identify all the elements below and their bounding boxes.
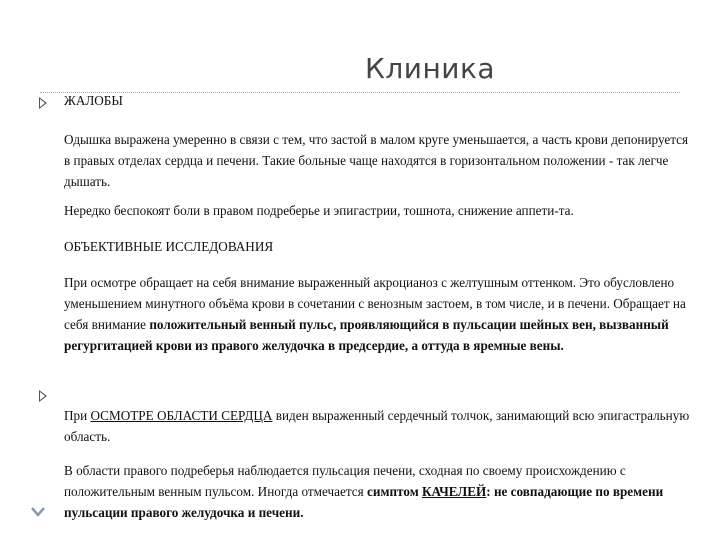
triangle-bullet-icon bbox=[40, 98, 47, 108]
heart-area-underlined: ОСМОТРЕ ОБЛАСТИ СЕРДЦА bbox=[90, 408, 273, 423]
exam-heading: ОБЪЕКТИВНЫЕ ИССЛЕДОВАНИЯ bbox=[64, 239, 274, 254]
paragraph-pain: Нередко беспокоят боли в правом подреберье и эпигастрии, тошнота, снижение аппети-та. bbox=[64, 203, 574, 218]
swing-description: : не совпадающие по времени пульсации правого желудочка и печени. bbox=[64, 484, 664, 520]
heart-suffix: виден выраженный сердечный толчок, занимающий всю эпигастральную область. bbox=[64, 408, 690, 444]
paragraph-inspection bbox=[64, 272, 690, 356]
nav-arrow-icon[interactable] bbox=[30, 506, 46, 518]
paragraph-dyspnea: Одышка выражена умеренно в связи с тем, что застой в малом круге уменьшается, а часть крови депонируется в правых отделах сердца и печени. Такие больные чаще находятся в горизонтальном положении - так легче дышать. bbox=[64, 132, 689, 189]
venous-pulse-text: положительный венный пульс, проявляющийся в пульсации шейных вен, вызванный регургитацией крови из правого желудочка в предсердие, а оттуда в яремные вены. bbox=[64, 317, 669, 353]
inspection-text: При осмотре обращает на себя внимание выраженный акроцианоз с желтушным оттенком. Это обусловлено уменьшением минутного объёма крови в сочетании с венозным застоем, в том числе, и в печени. Обращает на себя внимание bbox=[64, 275, 686, 332]
liver-text: В области правого подреберья наблюдается пульсация печени, сходная по своему происхождению с положительным венным пульсом. Иногда отмечается bbox=[64, 463, 626, 499]
paragraph-heart-area bbox=[64, 405, 690, 447]
triangle-bullet-icon bbox=[40, 391, 47, 401]
swing-symptom: КАЧЕЛЕЙ bbox=[421, 484, 487, 499]
paragraph-liver-pulse bbox=[64, 460, 690, 523]
symptom-label: симптом bbox=[367, 484, 422, 499]
complaints-heading: ЖАЛОБЫ bbox=[64, 93, 123, 108]
heart-prefix: При bbox=[64, 408, 91, 423]
slide-title: Клиника bbox=[364, 52, 496, 85]
